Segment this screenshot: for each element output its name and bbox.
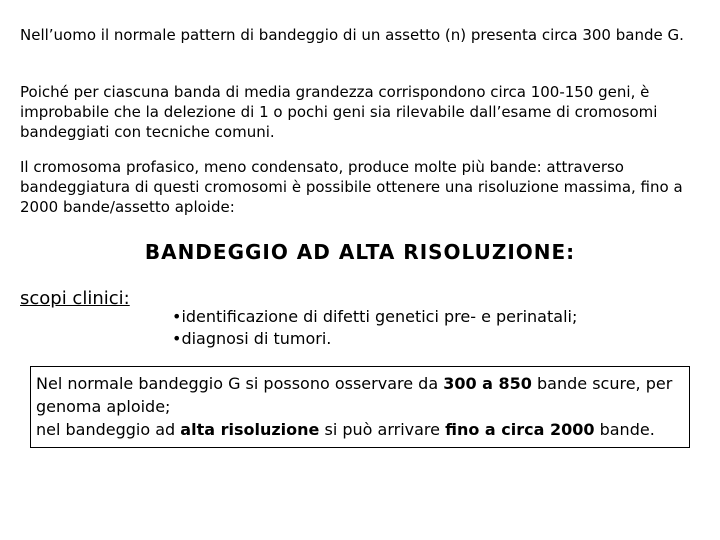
list-item: •diagnosi di tumori. (172, 329, 332, 348)
clinical-aims-label: scopi clinici: (20, 288, 130, 309)
intro-paragraph: Nell’uomo il normale pattern di bandeggio di un assetto (n) presenta circa 300 bande G. (20, 26, 684, 44)
summary-text: si può arrivare (319, 420, 446, 439)
prophase-paragraph: Il cromosoma profasico, meno condensato, produce molte più bande: attraverso bandeggiatura di questi cromosomi è possibile ottenere una risoluzione massima, fino a 2000 bande/assetto aploide: (20, 158, 683, 216)
summary-text: bande. (594, 420, 655, 439)
summary-text: bande scure, per genoma aploide; (36, 374, 673, 416)
summary-bold-limit: fino a circa 2000 (445, 420, 595, 439)
summary-box (30, 366, 690, 448)
clinical-aims-list (172, 306, 577, 350)
section-heading: BANDEGGIO AD ALTA RISOLUZIONE: (144, 240, 576, 264)
gene-density-paragraph: Poiché per ciascuna banda di media grandezza corrispondono circa 100-150 geni, è improbabile che la delezione di 1 o pochi geni sia rilevabile dall’esame di cromosomi bandeggiati con tecniche comuni. (20, 83, 658, 141)
summary-bold-term: alta risoluzione (180, 420, 320, 439)
summary-text: Nel normale bandeggio G si possono osservare da (36, 374, 444, 393)
summary-bold-range: 300 a 850 (443, 374, 532, 393)
list-item: •identificazione di difetti genetici pre- e perinatali; (172, 307, 578, 326)
summary-text: nel bandeggio ad (36, 420, 181, 439)
